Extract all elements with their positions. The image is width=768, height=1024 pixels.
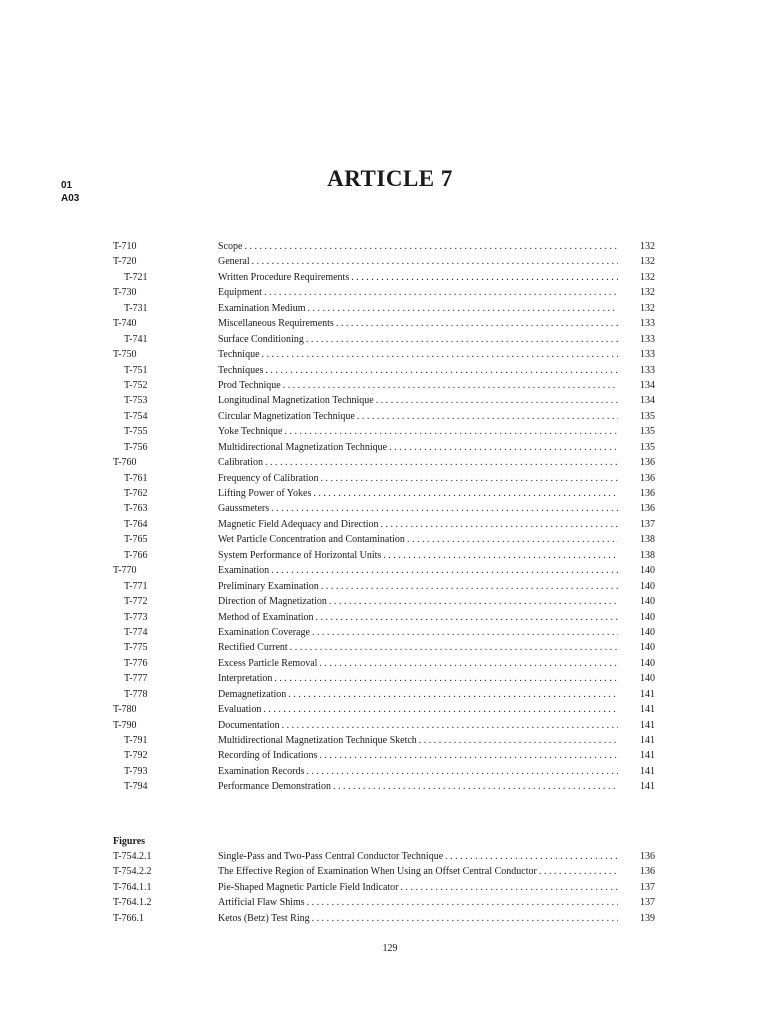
toc-label: Performance Demonstration (218, 781, 332, 793)
toc-number: T-766 (124, 549, 148, 561)
toc-leader-dots (282, 718, 618, 733)
toc-number: T-794 (124, 781, 148, 793)
toc-number: T-771 (124, 580, 148, 592)
revision-marker-a03: A03 (61, 193, 80, 204)
toc-number: T-777 (124, 673, 148, 685)
toc-row (113, 486, 655, 501)
toc-number: T-754 (124, 410, 148, 422)
toc-row (113, 424, 655, 439)
toc-label: Equipment (218, 287, 262, 299)
toc-label: Direction of Magnetization (218, 596, 327, 608)
toc-row (113, 347, 655, 362)
toc-leader-dots (313, 486, 618, 501)
toc-leader-dots (357, 409, 618, 424)
toc-page: 140 (640, 565, 655, 577)
toc-row (113, 393, 655, 408)
toc-number: T-730 (113, 287, 137, 299)
figure-number: T-764.1.1 (113, 881, 152, 893)
toc-number: T-731 (124, 302, 148, 314)
toc-leader-dots (319, 656, 618, 671)
toc-leader-dots (312, 625, 618, 640)
toc-number: T-721 (124, 271, 148, 283)
toc-label: Multidirectional Magnetization Technique (218, 441, 388, 453)
toc-label: Interpretation (218, 673, 273, 685)
toc-row (113, 301, 655, 316)
toc-number: T-793 (124, 765, 148, 777)
toc-label: Yoke Technique (218, 426, 283, 438)
figure-page: 136 (640, 851, 655, 862)
toc-leader-dots (319, 748, 618, 763)
figure-row (113, 880, 655, 895)
toc-leader-dots (290, 640, 618, 655)
toc-number: T-750 (113, 349, 137, 361)
toc-row (113, 270, 655, 285)
toc-label: Miscellaneous Requirements (218, 318, 334, 330)
toc-label: Scope (218, 241, 243, 252)
toc-page: 135 (640, 441, 655, 453)
toc-leader-dots (263, 702, 618, 717)
toc-page: 141 (640, 735, 655, 746)
toc-number: T-792 (124, 750, 148, 762)
figure-label: The Effective Region of Examination When Using an Offset Central Conductor (218, 866, 537, 878)
toc-leader-dots (244, 239, 618, 254)
toc-page: 140 (640, 657, 655, 669)
toc-page: 134 (640, 379, 655, 391)
toc-leader-dots (274, 671, 618, 686)
toc-row (113, 363, 655, 378)
toc-row (113, 579, 655, 594)
article-title: ARTICLE 7 (327, 166, 453, 191)
toc-number: T-774 (124, 626, 148, 638)
toc-label: Wet Particle Concentration and Contamination (218, 534, 405, 546)
figure-row (113, 895, 655, 910)
figures-heading: Figures (113, 836, 146, 847)
toc-page: 140 (640, 642, 655, 654)
toc-row (113, 625, 655, 640)
figure-number: T-766.1 (113, 912, 145, 924)
toc-label: Calibration (218, 457, 263, 469)
figure-number: T-754.2.2 (113, 866, 152, 878)
toc-leader-dots (407, 532, 618, 547)
figure-page: 139 (640, 912, 655, 924)
toc-number: T-741 (124, 333, 148, 345)
toc-page: 135 (640, 426, 655, 438)
toc-leader-dots (381, 517, 618, 532)
figures-list (113, 849, 655, 926)
toc-page: 136 (640, 503, 655, 515)
toc-row (113, 656, 655, 671)
figure-leader-dots (307, 895, 618, 910)
toc-number: T-773 (124, 611, 148, 623)
toc-row (113, 332, 655, 347)
toc-leader-dots (306, 332, 618, 347)
toc-label: Excess Particle Removal (218, 657, 318, 669)
toc-page: 135 (640, 410, 655, 422)
toc-number: T-755 (124, 426, 148, 438)
page-number: 129 (382, 943, 398, 954)
toc-page: 141 (640, 781, 655, 793)
toc-page: 133 (640, 333, 655, 345)
toc-label: Preliminary Examination (218, 580, 319, 592)
toc-page: 140 (640, 626, 655, 638)
toc-leader-dots (271, 563, 618, 578)
toc-leader-dots (419, 733, 618, 748)
toc-label: Longitudinal Magnetization Technique (218, 395, 374, 407)
toc-row (113, 517, 655, 532)
toc-row (113, 501, 655, 516)
figure-number: T-754.2.1 (113, 851, 152, 862)
toc-label: Documentation (218, 719, 280, 731)
toc-page: 141 (640, 704, 655, 716)
toc-number: T-775 (124, 642, 148, 654)
toc-number: T-751 (124, 364, 148, 376)
toc-page: 132 (640, 302, 655, 314)
toc-number: T-762 (124, 488, 148, 499)
toc-page: 140 (640, 580, 655, 592)
toc-leader-dots (336, 316, 618, 331)
toc-leader-dots (389, 440, 618, 455)
toc-page: 134 (640, 395, 655, 407)
toc-row (113, 779, 655, 794)
toc-leader-dots (284, 424, 618, 439)
toc-row (113, 378, 655, 393)
figure-label: Single-Pass and Two-Pass Central Conductor Technique (218, 851, 444, 862)
toc-page: 132 (640, 241, 655, 252)
toc-page: 132 (640, 287, 655, 299)
figure-leader-dots (401, 880, 618, 895)
toc-number: T-710 (113, 241, 137, 252)
toc-number: T-720 (113, 256, 137, 268)
toc-number: T-756 (124, 441, 148, 453)
toc-number: T-752 (124, 379, 148, 391)
toc-leader-dots (265, 363, 618, 378)
toc-leader-dots (306, 764, 618, 779)
toc-number: T-760 (113, 457, 137, 469)
toc-label: System Performance of Horizontal Units (218, 549, 382, 561)
toc-row (113, 718, 655, 733)
toc-row (113, 532, 655, 547)
figure-leader-dots (539, 864, 618, 879)
toc-page: 132 (640, 256, 655, 268)
toc-number: T-778 (124, 688, 148, 700)
toc-leader-dots (264, 285, 618, 300)
toc-label: Rectified Current (218, 642, 288, 654)
toc-row (113, 548, 655, 563)
toc-label: Method of Examination (218, 611, 314, 623)
figure-row (113, 864, 655, 879)
toc-label: Circular Magnetization Technique (218, 410, 355, 422)
toc-label: Surface Conditioning (218, 333, 304, 345)
toc-row (113, 316, 655, 331)
toc-leader-dots (329, 594, 618, 609)
toc-row (113, 687, 655, 702)
toc-number: T-764 (124, 518, 148, 530)
toc-leader-dots (288, 687, 618, 702)
toc-page: 138 (640, 534, 655, 546)
toc-page: 133 (640, 349, 655, 361)
toc-row (113, 239, 655, 254)
figure-leader-dots (312, 911, 618, 926)
toc-number: T-772 (124, 596, 148, 608)
toc-leader-dots (271, 501, 618, 516)
toc-leader-dots (383, 548, 618, 563)
toc-label: Examination (218, 565, 270, 577)
figure-label: Ketos (Betz) Test Ring (218, 912, 310, 924)
figure-page: 136 (640, 866, 655, 878)
toc-page: 141 (640, 750, 655, 762)
toc-row (113, 640, 655, 655)
toc-page: 136 (640, 457, 655, 469)
toc-row (113, 563, 655, 578)
toc-leader-dots (252, 254, 618, 269)
figure-row (113, 911, 655, 926)
toc-row (113, 455, 655, 470)
toc-label: Technique (218, 349, 260, 361)
toc-row (113, 471, 655, 486)
toc-label: Prod Technique (218, 379, 281, 391)
toc-leader-dots (262, 347, 618, 362)
toc-label: Demagnetization (218, 688, 287, 700)
toc-label: Magnetic Field Adequacy and Direction (218, 518, 379, 530)
toc-page: 132 (640, 271, 655, 283)
toc-label: Gaussmeters (218, 503, 270, 515)
toc-page: 138 (640, 549, 655, 561)
toc-row (113, 594, 655, 609)
toc-page: 136 (640, 488, 655, 499)
toc-leader-dots (316, 610, 618, 625)
toc-label: Lifting Power of Yokes (218, 488, 312, 499)
toc-number: T-776 (124, 657, 148, 669)
toc-number: T-770 (113, 565, 137, 577)
toc-page: 136 (640, 472, 655, 484)
toc-number: T-765 (124, 534, 148, 546)
toc-row (113, 764, 655, 779)
toc-row (113, 285, 655, 300)
toc-label: Examination Medium (218, 302, 306, 314)
toc-row (113, 440, 655, 455)
toc-leader-dots (308, 301, 619, 316)
toc-page: 137 (640, 518, 655, 530)
toc-page: 133 (640, 318, 655, 330)
toc-leader-dots (283, 378, 618, 393)
toc-row (113, 409, 655, 424)
toc-label: Examination Coverage (218, 626, 310, 638)
toc-page: 141 (640, 719, 655, 731)
table-of-contents (113, 239, 655, 795)
toc-number: T-791 (124, 735, 148, 746)
figure-label: Pie-Shaped Magnetic Particle Field Indicator (218, 881, 399, 893)
toc-page: 141 (640, 765, 655, 777)
figure-label: Artificial Flaw Shims (218, 897, 305, 909)
toc-leader-dots (376, 393, 618, 408)
toc-label: General (218, 256, 250, 268)
toc-number: T-753 (124, 395, 148, 407)
toc-page: 133 (640, 364, 655, 376)
figure-row (113, 849, 655, 864)
revision-marker-01: 01 (61, 180, 73, 191)
toc-label: Frequency of Calibration (218, 472, 319, 484)
toc-page: 141 (640, 688, 655, 700)
figure-page: 137 (640, 881, 655, 893)
toc-row (113, 733, 655, 748)
toc-number: T-740 (113, 318, 137, 330)
toc-row (113, 702, 655, 717)
toc-number: T-763 (124, 503, 148, 515)
toc-label: Evaluation (218, 704, 262, 716)
toc-row (113, 610, 655, 625)
figure-leader-dots (445, 849, 618, 864)
toc-row (113, 748, 655, 763)
toc-label: Multidirectional Magnetization Technique Sketch (218, 735, 417, 746)
toc-number: T-761 (124, 472, 148, 484)
toc-number: T-780 (113, 704, 137, 716)
toc-leader-dots (321, 579, 618, 594)
toc-label: Written Procedure Requirements (218, 271, 350, 283)
toc-label: Examination Records (218, 765, 305, 777)
toc-label: Recording of Indications (218, 750, 318, 762)
toc-leader-dots (351, 270, 618, 285)
toc-page: 140 (640, 611, 655, 623)
toc-row (113, 254, 655, 269)
toc-leader-dots (321, 471, 618, 486)
toc-page: 140 (640, 673, 655, 685)
figure-page: 137 (640, 897, 655, 909)
toc-row (113, 671, 655, 686)
figure-number: T-764.1.2 (113, 897, 152, 909)
toc-page: 140 (640, 596, 655, 608)
toc-leader-dots (333, 779, 618, 794)
toc-leader-dots (265, 455, 618, 470)
toc-label: Techniques (218, 364, 264, 376)
toc-number: T-790 (113, 719, 137, 731)
